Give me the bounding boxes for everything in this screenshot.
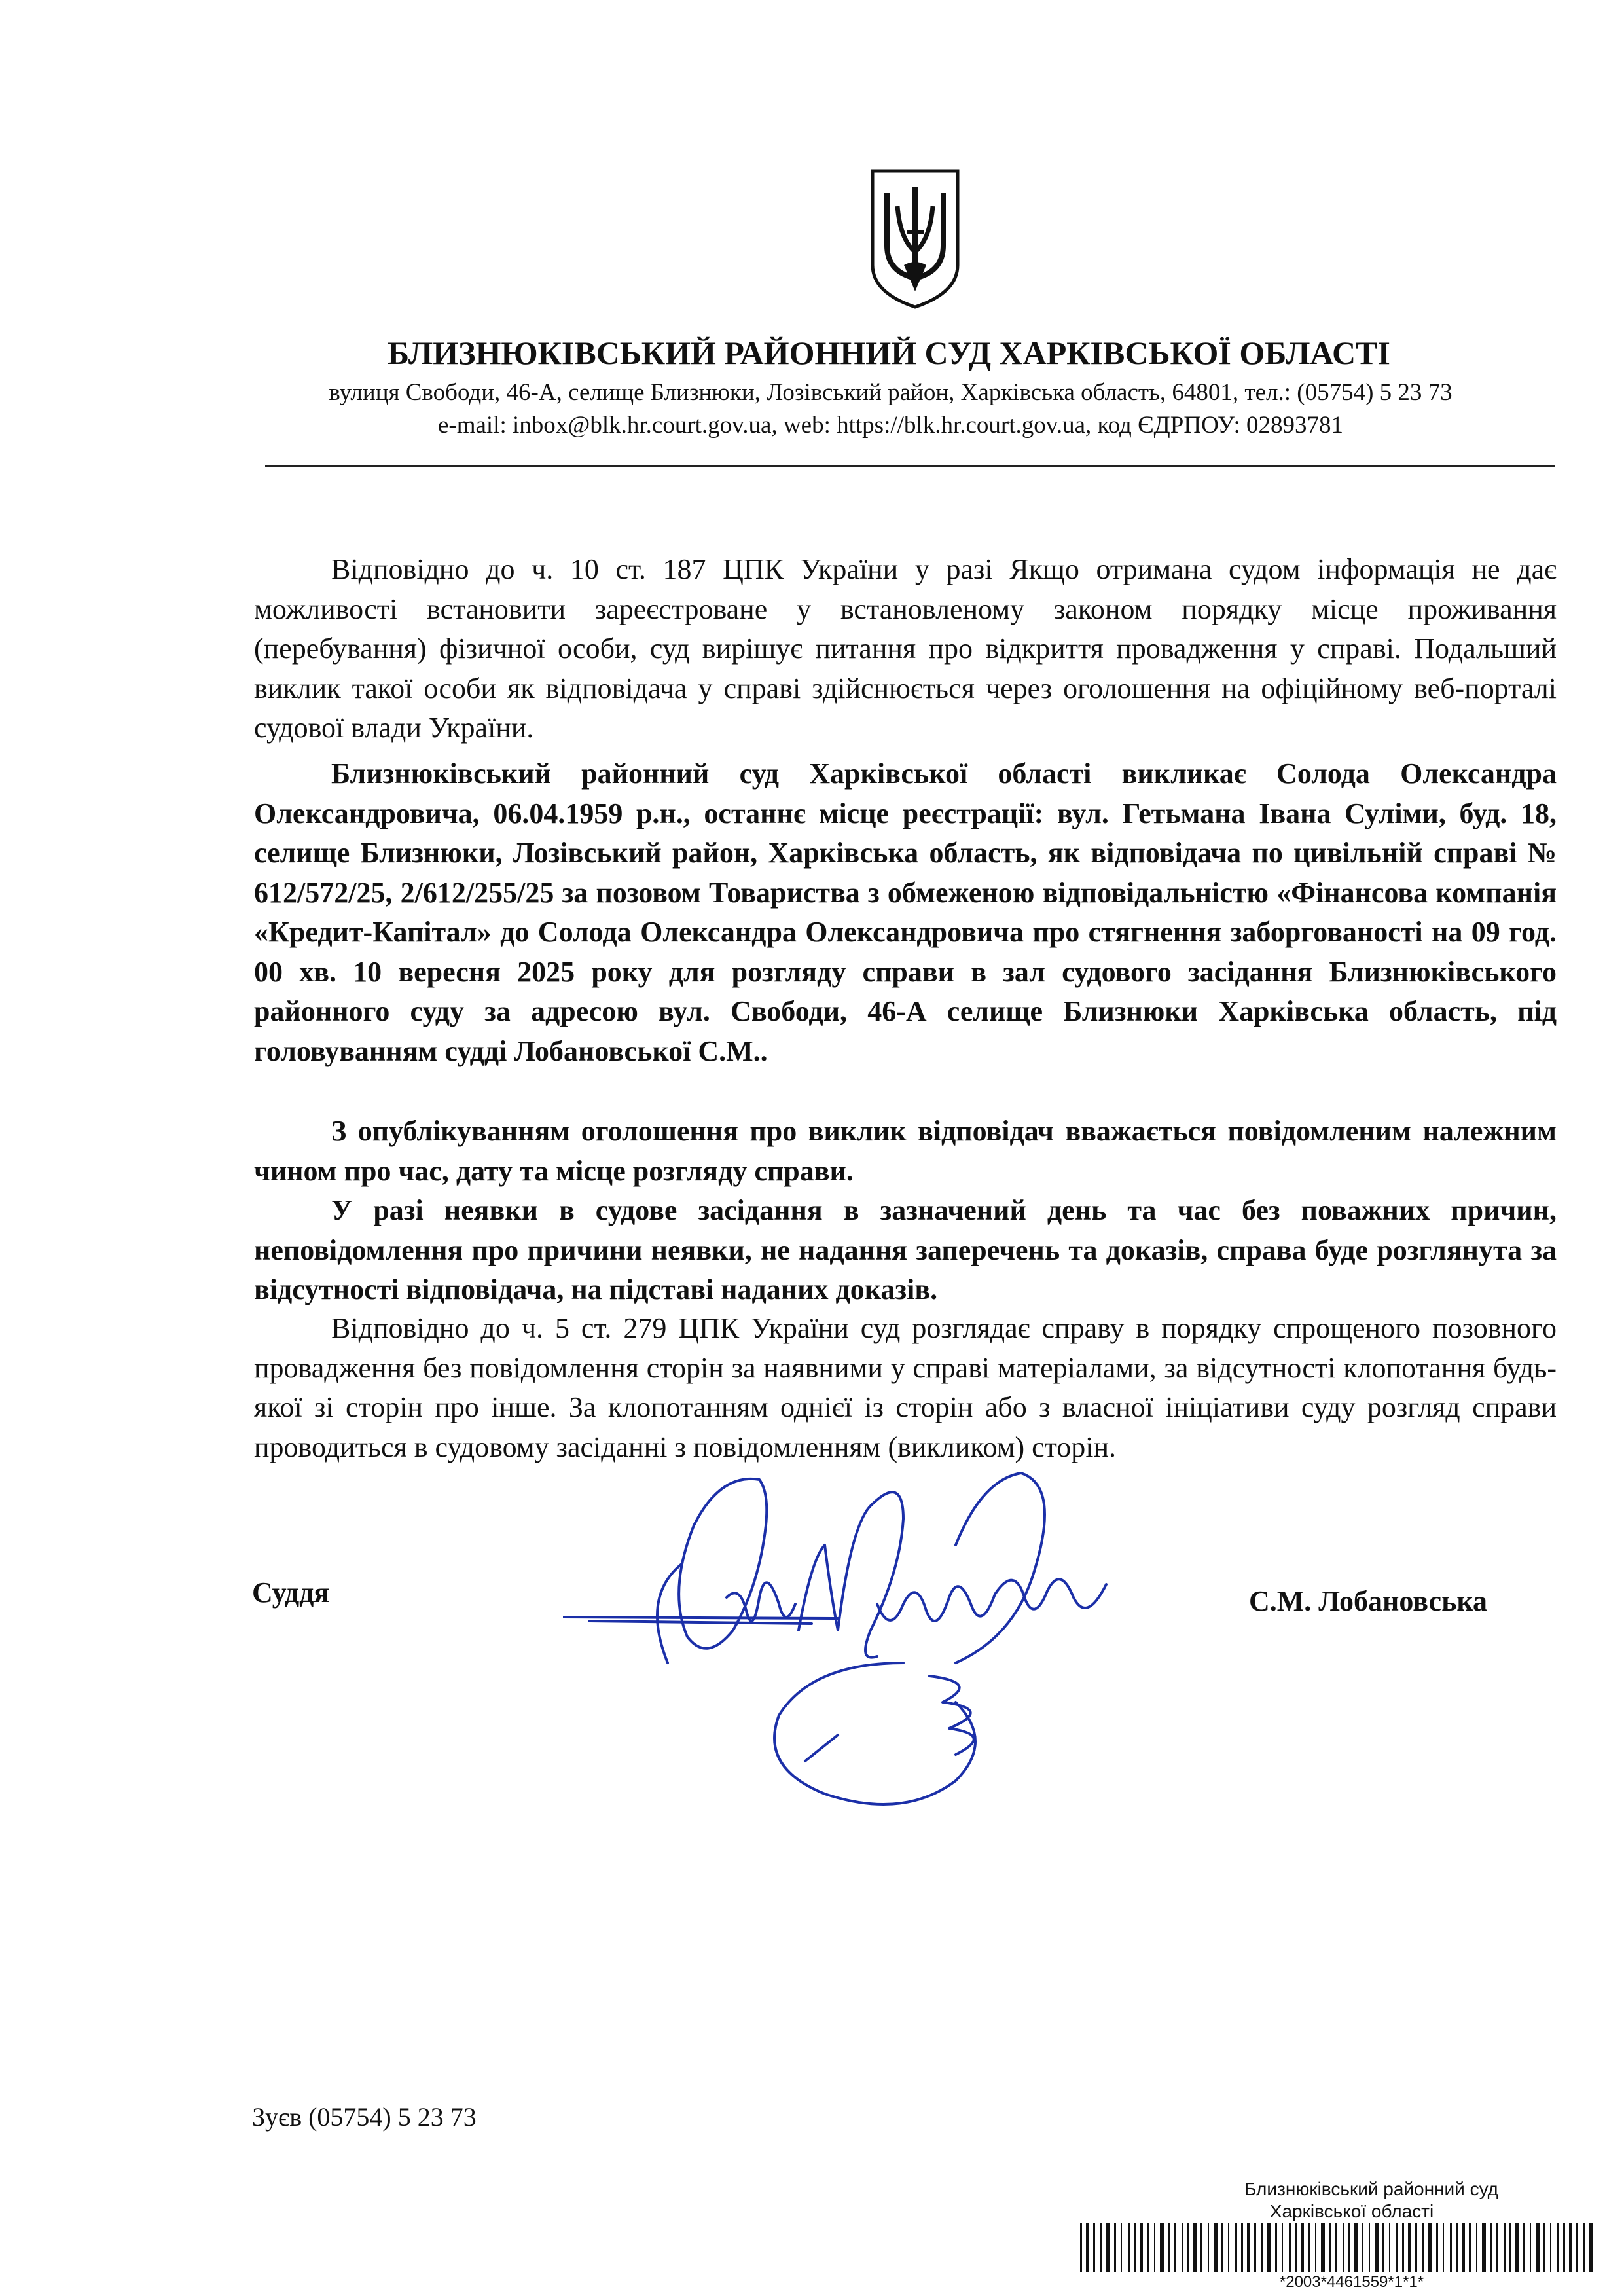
paragraph-legal-basis: Відповідно до ч. 10 ст. 187 ЦПК України у разі Якщо отримана судом інформація не дає можливості встановити зареєстроване у встановленому законом порядку місце проживання (перебування) фізичної особи, суд вирішує питання про відкриття провадження у справі. Подальший виклик такої особи як відповідача у справі здійснюється через оголошення на офіційному веб-порталі судової влади України. [254, 553, 1557, 744]
paragraph-notification: З опублікуванням оголошення про виклик відповідач вважається повідомленим належним чином про час, дату та місце розгляду справи. [254, 1115, 1557, 1187]
barcode-stamp-region: Харківської області [1269, 2201, 1434, 2221]
trident-emblem-icon [867, 167, 963, 311]
handwritten-signature [563, 1467, 1152, 1833]
barcode-stamp-court: Близнюківський районний суд [1244, 2179, 1499, 2199]
paragraph-summons: Близнюківський районний суд Харківської області викликає Солода Олександра Олександровича, 06.04.1959 р.н., останнє місце реєстрації: вул. Гетьмана Івана Суліми, буд. 18, селище Близнюки, Лозівський район, Харківська область, як відповідача по цивільній справі № 612/572/25, 2/612/255/25 за позовом Товариства з обмеженою відповідальністю «Фінансова компанія «Кредит-Капітал» до Солода Олександра Олександровича про стягнення заборгованості на 09 год. 00 хв. 10 вересня 2025 року для розгляду справи в зал судового засідання Близнюківського районного суду за адресою вул. Свободи, 46-А селище Близнюки Харківська область, під головуванням судді Лобановської С.М.. [254, 757, 1557, 1067]
barcode-icon [1080, 2223, 1597, 2272]
judge-name: С.М. Лобановська [1249, 1585, 1488, 1617]
court-contacts: e-mail: inbox@blk.hr.court.gov.ua, web: https://blk.hr.court.gov.ua, код ЄДРПОУ: 02893781 [437, 412, 1344, 439]
court-name: БЛИЗНЮКІВСЬКИЙ РАЙОННИЙ СУД ХАРКІВСЬКОЇ ОБЛАСТІ [388, 335, 1390, 371]
court-address: вулиця Свободи, 46-А, селище Близнюки, Лозівський район, Харківська область, 64801, тел.: (05754) 5 23 73 [329, 379, 1453, 406]
paragraph-absence: У разі неявки в судове засідання в зазначений день та час без поважних причин, неповідомлення про причини неявки, не надання заперечень та доказів, справа буде розглянута за відсутності відповідача, на підставі наданих доказів. [254, 1194, 1557, 1305]
paragraph-procedure: Відповідно до ч. 5 ст. 279 ЦПК України суд розглядає справу в порядку спрощеного позовного провадження без повідомлення сторін за наявними у справі матеріалами, за відсутності клопотання будь-якої зі сторін про інше. За клопотанням однієї із сторін або з власної ініціативи суду розгляд справи проводиться в судовому засіданні з повідомленням (викликом) сторін. [254, 1312, 1557, 1463]
header-divider [265, 465, 1555, 467]
judge-label: Суддя [252, 1576, 330, 1609]
barcode-number: *2003*4461559*1*1* [1279, 2273, 1424, 2291]
contact-person: Зуєв (05754) 5 23 73 [252, 2102, 477, 2132]
